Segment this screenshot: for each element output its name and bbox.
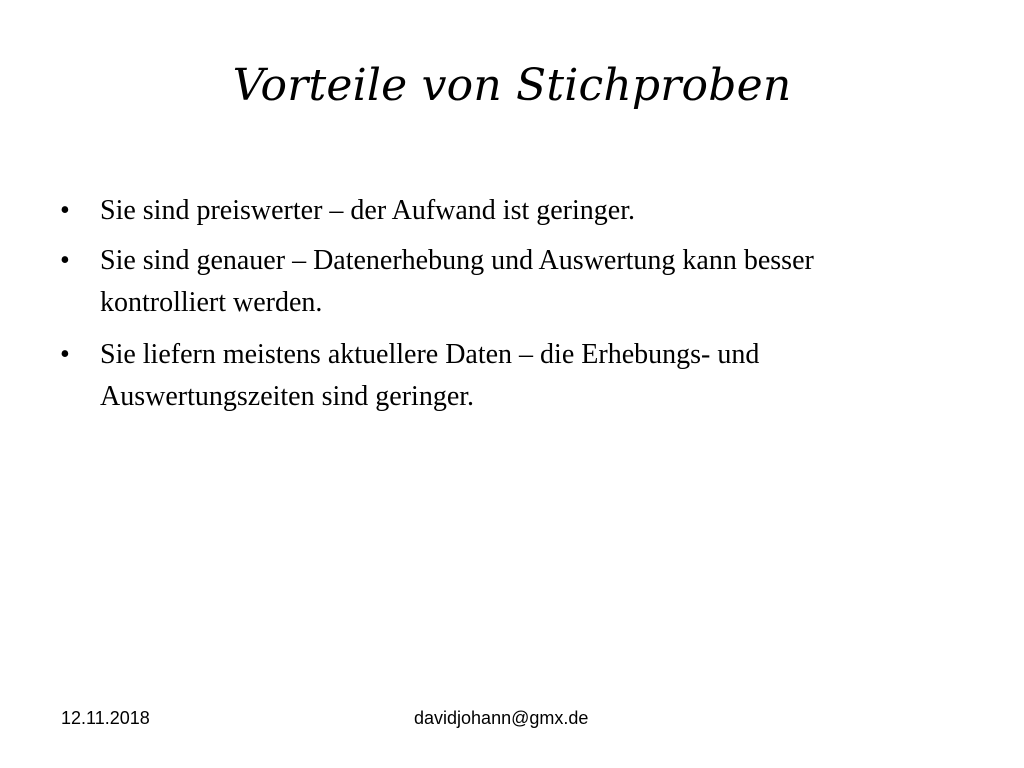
bullet-text: Sie sind genauer – Datenerhebung und Auswertung kann besser kontrolliert werden. (100, 245, 814, 318)
bullet-point-icon: • (60, 339, 70, 370)
slide-title: Vorteile von Stichproben (232, 60, 792, 111)
list-item (60, 240, 920, 324)
bullet-text: Sie sind preiswerter – der Aufwand ist geringer. (100, 195, 635, 226)
bullet-list (60, 190, 920, 426)
footer-date: 12.11.2018 (61, 708, 150, 728)
bullet-point-icon: • (60, 245, 70, 276)
bullet-text: Sie liefern meistens aktuellere Daten – die Erhebungs- und Auswertungszeiten sind geringer. (100, 339, 760, 412)
bullet-point-icon: • (60, 195, 70, 226)
list-item (60, 334, 920, 418)
footer-email: davidjohann@gmx.de (414, 708, 589, 728)
list-item (60, 190, 920, 232)
